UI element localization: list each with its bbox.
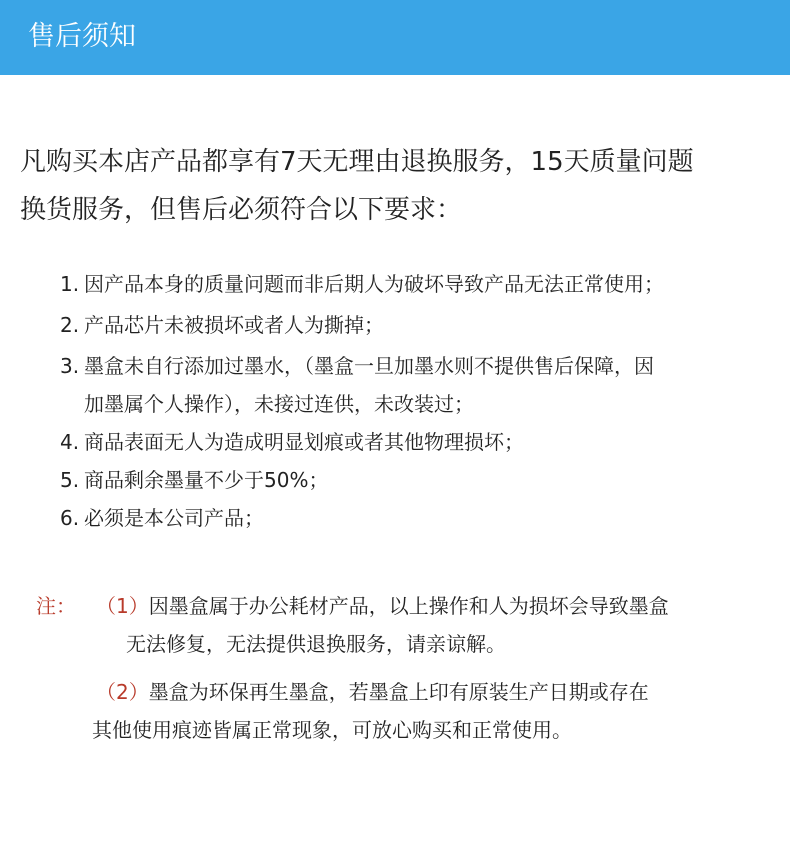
- note-1-text-1: 因墨盒属于办公耗材产品，以上操作和人为损坏会导致墨盒: [148, 594, 669, 618]
- requirement-line: 商品剩余墨量不少于50%；: [84, 468, 329, 492]
- note-1-body: [96, 587, 776, 663]
- requirement-text: [84, 306, 780, 344]
- note-label: 注：: [36, 594, 76, 618]
- requirement-text: [84, 499, 780, 537]
- note-2-tag: （2）: [96, 680, 149, 704]
- requirement-text: [84, 347, 780, 423]
- note-2-line-1: [96, 673, 776, 711]
- requirement-number: 6.: [60, 506, 80, 530]
- requirement-number: 5.: [60, 468, 80, 492]
- requirement-text: [84, 265, 780, 303]
- requirement-item-6: [60, 499, 780, 537]
- requirement-number: 2.: [60, 313, 80, 337]
- requirements-list: [60, 265, 780, 537]
- note-1-tag: （1）: [96, 594, 149, 618]
- requirement-line: 必须是本公司产品；: [84, 506, 264, 530]
- requirement-line: 墨盒未自行添加过墨水，（墨盒一旦加墨水则不提供售后保障，因: [84, 354, 654, 378]
- requirement-line: 产品芯片未被损坏或者人为撕掉；: [84, 313, 384, 337]
- requirement-item-4: [60, 423, 780, 461]
- requirement-number: 1.: [60, 272, 80, 296]
- notes-section: [36, 587, 776, 749]
- note-2: [92, 673, 776, 749]
- requirement-item-2: [60, 306, 780, 344]
- header-bar: [0, 0, 790, 75]
- note-2-line-2: 其他使用痕迹皆属正常现象，可放心购买和正常使用。: [92, 718, 572, 742]
- requirement-line: 加墨属个人操作），未接过连供，未改装过；: [84, 392, 474, 416]
- intro-line-1: 凡购买本店产品都享有7天无理由退换服务，15天质量问题: [20, 147, 694, 177]
- requirement-number: 4.: [60, 430, 80, 454]
- page-title: 售后须知: [28, 21, 136, 52]
- requirement-item-3: [60, 347, 780, 423]
- note-1: [36, 587, 776, 663]
- requirement-text: [84, 461, 780, 499]
- requirement-item-1: [60, 265, 780, 303]
- note-1-line-2: 无法修复，无法提供退换服务，请亲谅解。: [126, 632, 506, 656]
- requirement-number: 3.: [60, 354, 80, 378]
- intro-line-2: 换货服务，但售后必须符合以下要求：: [20, 195, 463, 225]
- requirement-line: 商品表面无人为造成明显划痕或者其他物理损坏；: [84, 430, 524, 454]
- requirement-item-5: [60, 461, 780, 499]
- requirement-text: [84, 423, 780, 461]
- note-1-line-1: [96, 587, 776, 625]
- intro-paragraph: [20, 138, 780, 234]
- note-2-text-1: 墨盒为环保再生墨盒，若墨盒上印有原装生产日期或存在: [148, 680, 649, 704]
- requirement-line: 因产品本身的质量问题而非后期人为破坏导致产品无法正常使用；: [84, 272, 664, 296]
